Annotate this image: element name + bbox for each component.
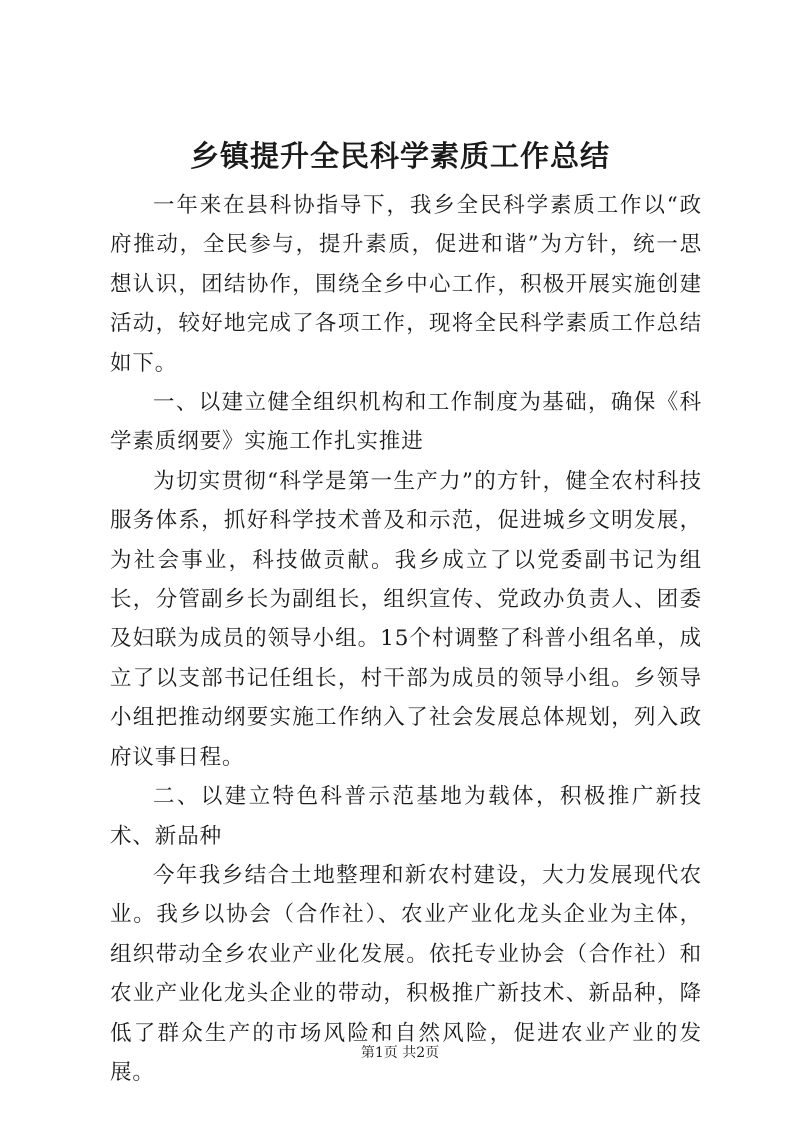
paragraph-section-1: 为切实贯彻“科学是第一生产力”的方针，健全农村科技服务体系，抓好科学技术普及和示范，促进城乡文明发展，为社会事业，科技做贡献。我乡成立了以党委副书记为组长，分管副乡长为副组长，组织宣传、党政办负责人、团委及妇联为成员的领导小组。15个村调整了科普小组名单，成立了以支部书记任组长，村干部为成员的领导小组。乡领导小组把推动纲要实施工作纳入了社会发展总体规划，列入政府议事日程。 xyxy=(110,468,702,770)
paragraph-intro: 一年来在县科协指导下，我乡全民科学素质工作以“政府推动，全民参与，提升素质，促进和谐”为方针，统一思想认识，团结协作，围绕全乡中心工作，积极开展实施创建活动，较好地完成了各项工作，现将全民科学素质工作总结如下。 xyxy=(110,193,703,376)
page-number-footer: 第1页 共2页 xyxy=(360,1045,440,1061)
document-title: 乡镇提升全民科学素质工作总结 xyxy=(189,139,610,173)
paragraph-section-2: 今年我乡结合土地整理和新农村建设，大力发展现代农业。我乡以协会（合作社）、农业产业化龙头企业为主体，组织带动全乡农业产业化发展。依托专业协会（合作社）和农业产业化龙头企业的带动，积极推广新技术、新品种，降低了群众生产的市场风险和自然风险，促进农业产业的发展。 xyxy=(110,862,702,1085)
document-body xyxy=(110,186,702,1092)
section-heading-2: 二、以建立特色科普示范基地为载体，积极推广新技术、新品种 xyxy=(110,784,702,849)
section-heading-1: 一、以建立健全组织机构和工作制度为基础，确保《科学素质纲要》实施工作扎实推进 xyxy=(110,390,702,455)
